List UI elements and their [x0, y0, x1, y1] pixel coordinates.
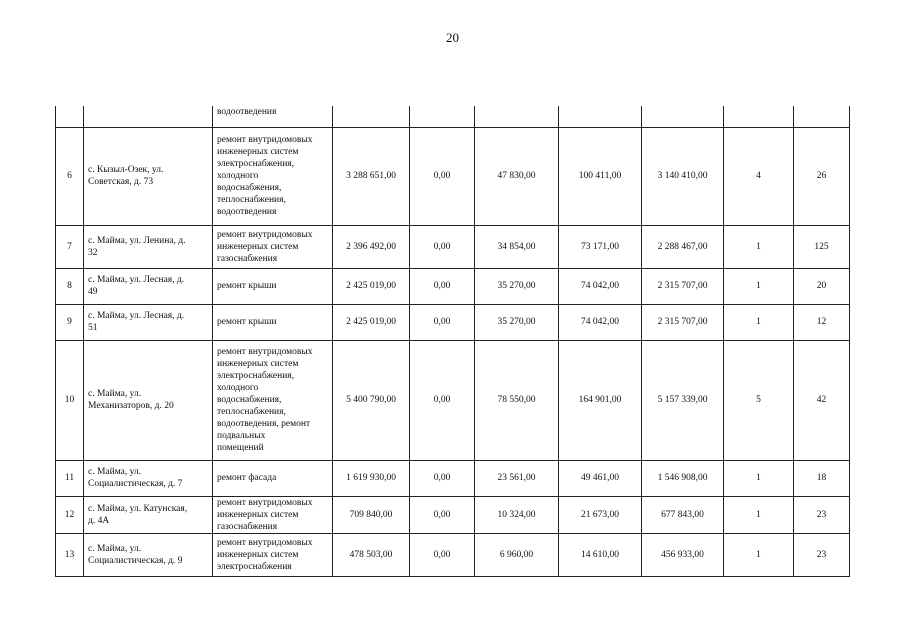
cell-line: Механизаторов, д. 20: [88, 401, 174, 411]
cell-n1: 4: [724, 127, 794, 225]
cell-v3: 100 411,00: [559, 127, 642, 225]
cell-line: 51: [88, 323, 98, 333]
cell-line: холодного: [217, 383, 259, 393]
table-row-continued: [56, 106, 850, 127]
cell-num: 8: [56, 268, 84, 304]
cell-line: с. Майма, ул. Лесная, д.: [88, 311, 185, 321]
cell-num: 6: [56, 127, 84, 225]
cell-total: [333, 106, 410, 127]
cell-line: с. Майма, ул.: [88, 543, 142, 554]
table-body: [56, 106, 850, 576]
table-row: [56, 496, 850, 533]
cell-v4: 2 315 707,00: [642, 268, 724, 304]
cell-n1: 1: [724, 460, 794, 496]
cell-n2: 42: [794, 340, 850, 460]
cell-work: [213, 533, 333, 576]
cell-line: 49: [88, 287, 98, 297]
cell-n2: 12: [794, 304, 850, 340]
cell-v1: 0,00: [410, 460, 475, 496]
cell-line: газоснабжения: [217, 253, 278, 264]
cell-n2: 125: [794, 225, 850, 268]
cell-line: ремонт фасада: [217, 473, 277, 483]
table-row: [56, 340, 850, 460]
cell-total: 2 425 019,00: [333, 304, 410, 340]
cell-v3: 74 042,00: [559, 304, 642, 340]
cell-total: 478 503,00: [333, 533, 410, 576]
cell-address: [84, 106, 213, 127]
cell-n2: [794, 106, 850, 127]
cell-line: подвальных: [217, 431, 266, 441]
cell-address: [84, 225, 213, 268]
cell-line: с. Майма, ул. Катунская,: [88, 503, 188, 514]
table-row: [56, 127, 850, 225]
cell-line: водоснабжения,: [217, 395, 282, 405]
cell-line: ремонт внутридомовых: [217, 229, 313, 240]
cell-line: помещений: [217, 443, 264, 453]
cell-num: 13: [56, 533, 84, 576]
cell-address: [84, 340, 213, 460]
cell-v2: 35 270,00: [475, 304, 559, 340]
cell-line: электроснабжения,: [217, 371, 295, 381]
cell-num: 10: [56, 340, 84, 460]
cell-v2: 10 324,00: [475, 496, 559, 533]
cell-line: с. Майма, ул. Ленина, д.: [88, 235, 186, 246]
cell-line: 32: [88, 247, 98, 258]
cell-total: 2 396 492,00: [333, 225, 410, 268]
cell-v4: 5 157 339,00: [642, 340, 724, 460]
cell-v3: 21 673,00: [559, 496, 642, 533]
cell-v1: 0,00: [410, 225, 475, 268]
cell-v2: 78 550,00: [475, 340, 559, 460]
cell-line: ремонт крыши: [217, 317, 277, 327]
table-row: [56, 268, 850, 304]
cell-v2: 6 960,00: [475, 533, 559, 576]
cell-address: [84, 127, 213, 225]
cell-v4: 2 315 707,00: [642, 304, 724, 340]
table-row: [56, 304, 850, 340]
cell-v2: 23 561,00: [475, 460, 559, 496]
cell-num: 11: [56, 460, 84, 496]
cell-address: [84, 304, 213, 340]
cell-line: электроснабжения,: [217, 159, 295, 169]
cell-n2: 23: [794, 496, 850, 533]
cell-work: [213, 268, 333, 304]
cell-v2: 47 830,00: [475, 127, 559, 225]
cell-n1: 1: [724, 225, 794, 268]
cell-line: инженерных систем: [217, 241, 299, 252]
repair-program-table: [55, 106, 850, 577]
cell-work: [213, 106, 333, 127]
cell-v4: 1 546 908,00: [642, 460, 724, 496]
cell-line: ремонт внутридомовых: [217, 347, 313, 357]
cell-v1: 0,00: [410, 304, 475, 340]
cell-address: [84, 268, 213, 304]
cell-num: [56, 106, 84, 127]
cell-total: 2 425 019,00: [333, 268, 410, 304]
cell-work: [213, 340, 333, 460]
cell-n2: 26: [794, 127, 850, 225]
table-row: [56, 225, 850, 268]
cell-line: Социалистическая, д. 7: [88, 479, 183, 489]
cell-line: с. Майма, ул.: [88, 389, 142, 399]
cell-v3: 74 042,00: [559, 268, 642, 304]
cell-v4: 677 843,00: [642, 496, 724, 533]
cell-v2: [475, 106, 559, 127]
cell-v1: [410, 106, 475, 127]
cell-n1: 1: [724, 496, 794, 533]
cell-n2: 20: [794, 268, 850, 304]
cell-line: ремонт внутридомовых: [217, 135, 313, 145]
cell-v4: [642, 106, 724, 127]
cell-n1: 1: [724, 304, 794, 340]
cell-line: с. Кызыл-Озек, ул.: [88, 165, 164, 175]
cell-line: инженерных систем: [217, 549, 299, 560]
cell-line: водоотведения: [217, 107, 277, 117]
cell-line: д. 4А: [88, 515, 110, 526]
cell-v1: 0,00: [410, 340, 475, 460]
cell-v1: 0,00: [410, 496, 475, 533]
cell-v2: 35 270,00: [475, 268, 559, 304]
cell-v4: 456 933,00: [642, 533, 724, 576]
cell-v2: 34 854,00: [475, 225, 559, 268]
cell-line: инженерных систем: [217, 359, 299, 369]
cell-line: с. Майма, ул.: [88, 467, 142, 477]
table-row: [56, 533, 850, 576]
cell-num: 12: [56, 496, 84, 533]
cell-work: [213, 225, 333, 268]
cell-line: газоснабжения: [217, 521, 278, 532]
cell-line: ремонт внутридомовых: [217, 537, 313, 548]
cell-n1: 1: [724, 533, 794, 576]
cell-v3: 49 461,00: [559, 460, 642, 496]
cell-address: [84, 460, 213, 496]
cell-address: [84, 496, 213, 533]
cell-work: [213, 496, 333, 533]
cell-line: электроснабжения: [217, 561, 292, 572]
cell-v1: 0,00: [410, 533, 475, 576]
cell-work: [213, 127, 333, 225]
cell-v4: 2 288 467,00: [642, 225, 724, 268]
cell-address: [84, 533, 213, 576]
table-row: [56, 460, 850, 496]
cell-total: 709 840,00: [333, 496, 410, 533]
cell-line: ремонт крыши: [217, 281, 277, 291]
cell-total: 1 619 930,00: [333, 460, 410, 496]
cell-v1: 0,00: [410, 127, 475, 225]
cell-line: водоотведения: [217, 207, 277, 217]
cell-line: водоснабжения,: [217, 183, 282, 193]
cell-v3: [559, 106, 642, 127]
cell-line: Социалистическая, д. 9: [88, 555, 183, 566]
cell-v3: 164 901,00: [559, 340, 642, 460]
cell-line: теплоснабжения,: [217, 195, 286, 205]
cell-v3: 73 171,00: [559, 225, 642, 268]
cell-v4: 3 140 410,00: [642, 127, 724, 225]
page-number: 20: [446, 30, 459, 45]
cell-line: инженерных систем: [217, 147, 299, 157]
cell-num: 9: [56, 304, 84, 340]
cell-line: холодного: [217, 171, 259, 181]
cell-v3: 14 610,00: [559, 533, 642, 576]
cell-num: 7: [56, 225, 84, 268]
cell-line: ремонт внутридомовых: [217, 497, 313, 508]
cell-total: 5 400 790,00: [333, 340, 410, 460]
cell-line: Советская, д. 73: [88, 177, 154, 187]
cell-line: водоотведения, ремонт: [217, 419, 311, 429]
cell-line: теплоснабжения,: [217, 407, 286, 417]
cell-v1: 0,00: [410, 268, 475, 304]
cell-n1: 5: [724, 340, 794, 460]
cell-n1: [724, 106, 794, 127]
cell-n1: 1: [724, 268, 794, 304]
cell-n2: 23: [794, 533, 850, 576]
cell-n2: 18: [794, 460, 850, 496]
cell-total: 3 288 651,00: [333, 127, 410, 225]
cell-work: [213, 304, 333, 340]
cell-work: [213, 460, 333, 496]
cell-line: с. Майма, ул. Лесная, д.: [88, 275, 185, 285]
cell-line: инженерных систем: [217, 509, 299, 520]
